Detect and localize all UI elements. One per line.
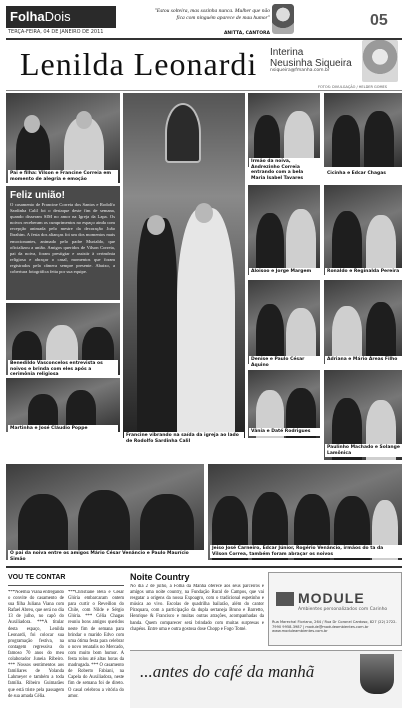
caption-6: Benedildo Vasconcelos entrevista os noivos e brinda com eles após a cerimônia religiosa <box>8 360 118 379</box>
logo-bold: Folha <box>10 9 45 24</box>
caption-11: Vânia e Daté Rodrigues <box>249 428 321 436</box>
quote-portrait-photo <box>272 4 294 34</box>
photo-father-friends <box>6 464 204 560</box>
photo-adriana <box>324 280 402 364</box>
vou-te-contar-title: VOU TE CONTAR <box>8 574 66 581</box>
footer-slogan: ...antes do café da manhã <box>140 662 315 681</box>
caption-10: Francine vibrando na saída da igreja ao lado de Rodolfo Sardinha Calil <box>124 432 244 445</box>
module-logo-icon <box>276 592 294 606</box>
page-number: 05 <box>370 12 388 29</box>
photo-martinha <box>6 378 120 432</box>
caption-14: Jeiso José Carneiro, Edcar Júnior, Rogério Venâncio, irmãos do ta da Vilson Correa, também foram abraçar os noivos <box>210 545 402 558</box>
photo-aloisoo <box>248 185 320 275</box>
module-address: Rua Marechal Floriano, 264 / Rua Dr Coronel Cardoso, 827 (22) 2722-7990 9958-3987 | module@moduleambientes.com.br www.moduleambientes.com.br <box>272 620 397 634</box>
module-brand: MODULE <box>298 590 365 606</box>
column-email[interactable]: nsiqueira@fmanha.com.br <box>270 68 330 73</box>
vou-te-contar-col2: ***Christiane Bela e César Glória embarcaram ontem para curtir o Reveillon do Chile, com Nilde e Sérgio Glória. *** Célia Chagas reuniu bons amigos queridos neste fim de semana para brindar o marido Edvo com uma ótima festa para celebrar o novo renatalis no Mercado, com muito bom humor. A festa rolou até altas horas da madrugada. *** O casamento de Roberto Fabiani, na Capela do Auxiliadora, neste fim de semana foi de direto. O casal celebrou a vitória do amor. <box>68 590 124 699</box>
column-title: Lenilda Leonardi <box>20 46 258 82</box>
header-divider <box>6 90 402 91</box>
article-title: Feliz união! <box>10 190 65 201</box>
masthead-logo <box>6 6 116 28</box>
photo-ronaldo <box>324 185 402 275</box>
photo-bride-groom <box>123 93 245 438</box>
article-body: O casamento de Francine Correia dos Santos e Rodolfo Sardinha Calil foi o destaque deste fim de semana, quando disseram SIM no amor na Igreja da Lapa. Os noivos receberam os cumprimentos no espaço ainda com recepção animada pelo mestre da decoração João Ibrahim. A festa dos alianças foi um dos momentos mais emocionantes, animado pelo padre Murialdo, que oficializou a união. Amigos queridos de Vilson Correia, pai da noiva, foram prestigiar e assistir à cerimônia religiosa e abraçar o casal, momentos que foram registrados pela câmera sempre presente. Abaixo, a cobertura fotográfica feita por sua equipe. <box>10 202 115 275</box>
column-subtitle <box>270 47 352 69</box>
subtitle-line2: Neusinha Siqueira <box>270 58 352 69</box>
caption-13: O pai da noiva entre os amigos Mário César Venâncio e Paulo Maurício Simão <box>8 550 204 563</box>
caption-8: Adriana e Mário Areas Filho <box>325 356 402 364</box>
caption-1: Pai e filha: Vilson e Francine Correia em momento de alegria e emoção <box>8 170 118 183</box>
quote-author: ANITTA, CANTORA <box>223 31 270 36</box>
top-divider <box>6 38 402 40</box>
caption-5: Ronaldo e Reginalda Pereira <box>325 268 402 276</box>
vou-te-contar-col1: ***Noêmia Viana entregando o convite do casamento de sua filha Juliana Viana com Rafael Abreu, que será no dia 13 de julho, no capô do Auxiliadora. ***A titular desta espaço, Lenilda Leonardi, foi colocar sua programação festiva, na contagem regressiva do famoso 70 anos do meu colaborador Juneia Ribeiro. *** Nossos sentimentos aos familiares de Yolanda Lahmeyer e também a toda família. Ribeiro Guimarães que está triste pela passagem de sua amada Célia. <box>8 590 64 699</box>
vou-te-contar-rule <box>8 585 124 586</box>
author-photo <box>362 40 398 82</box>
caption-4: Aloisoo e Jorge Margem <box>249 268 321 276</box>
caption-3: Cicinha e Edcar Chagas <box>325 170 401 178</box>
caption-7: Denise e Paulo César Aquino <box>249 356 321 369</box>
coffee-cup-icon <box>360 654 394 694</box>
noite-country-body: No dia 2 de julho, a Folha da Manhã oferece aos seus parceiros e amigos uma noite country, na Fundação Rural de Campos, que vai resgatar a origens da nossa Expoagro, com o tradicional espetinho e música ao vivo. Escolas de quadrilha bailarão, além do cantor Piraquara, com a participação da dupla sertaneja Bruno e Barretto, Henrique & Francisco e muitas outras atrações, acompanhadas da banda. Quem comparecer será brindado com muitas surpresas e chapéus. Entre uma e outra gostosa dose Chopp e Fogo Tomé. <box>130 584 264 632</box>
photo-cicinha <box>324 93 402 167</box>
photo-andrezinho <box>248 93 320 167</box>
photo-denise <box>248 280 320 364</box>
quote-text: "Estou solteira, mas sozinha nunca. Mulher que não fica com ninguém aparece de mau humor" <box>154 8 270 21</box>
caption-12: Paulinho Machado e Solange Lamônica <box>325 444 402 457</box>
noite-country-title: Noite Country <box>130 572 190 582</box>
photo-credit: FOTOS: DIVULGAÇÃO / HELDER GOMES <box>318 85 387 89</box>
issue-date: TERÇA-FEIRA, 04 DE JANEIRO DE 2011 <box>8 29 104 35</box>
caption-9: Martinha e José Cláudio Poppe <box>8 425 118 433</box>
logo-light: Dois <box>44 9 71 24</box>
subtitle-line1: Interina <box>270 47 304 58</box>
bottom-divider <box>6 566 402 568</box>
module-tagline: Ambientes personalizados com Carinho <box>298 607 388 612</box>
caption-2: Irmão da noiva, Andrezinho Correia entrando com a bela Maria Isabel Tavares <box>249 158 321 182</box>
